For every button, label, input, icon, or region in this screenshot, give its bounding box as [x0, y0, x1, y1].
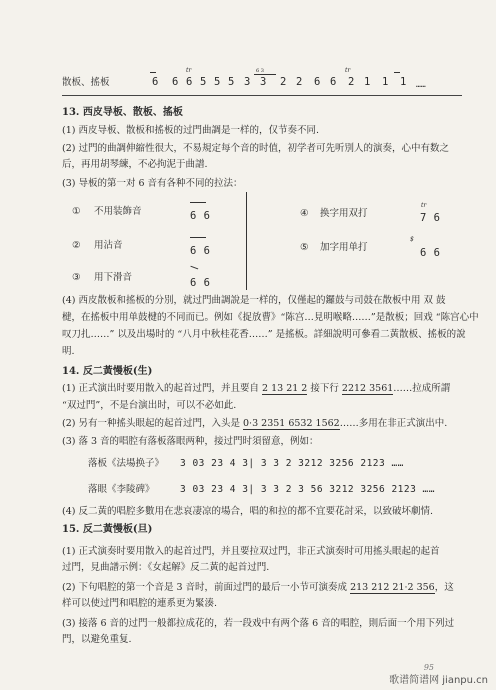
page-number: 95: [423, 663, 434, 672]
s14-p1b: “双过門”，不是台演出时，可以不必如此.: [62, 400, 237, 411]
s13-p1: (1) 西皮导板、散板和搖板的过門曲調是一样的，仅节奏不同.: [62, 125, 319, 136]
s15-p3a: (3) 接落 6 音的过門一般都拉成花的，若一段戏中有两个落 6 音的唱腔，則后面一个用下列过: [62, 618, 455, 629]
s14-p1a: (1) 正式演出时要用散入的起首过門，并且要自 2 13 21 2 接下行 2212 3561……拉成所謂: [62, 383, 451, 394]
s14-ex1-seq: 3 03 23 4 3| 3 3 2 3212 3256 2123 ……: [180, 458, 404, 469]
s15-p1b: 过門，見曲譜示例：《女起解》反二黃的起首过門.: [62, 562, 270, 573]
s13-p4b: 楗，在搖板中用单鼓楗的不同而已。例如《捉放曹》“陈宫…見明喉略……”是散板；回戏 “陈宫心中: [62, 312, 479, 323]
top-divider: [62, 95, 462, 96]
s13-p3: (3) 导板的第一对 6 音有各种不同的拉法：: [62, 178, 243, 189]
s14-p2: (2) 另有一种搖头眼起的起首过門，入头是 0·3 2351 6532 1562……多用在非正式演出中.: [62, 418, 448, 429]
s14-ex1-label: 落板《法場换子》: [88, 458, 165, 469]
s14-p3: (3) 落 3 音的唱腔有落板落眼两种，接过門时須留意，例如：: [62, 436, 319, 447]
s15-p2b: 样可以使过門和唱腔的連系更为緊湊.: [62, 598, 218, 609]
s13-p4d: 明.: [62, 346, 75, 357]
s13-p4c: 叹刀扎……” 以及出場时的 “八月中秋桂花香……” 是搖板。詳細說明可參看二黃散板、搖板的說: [62, 329, 466, 340]
s13-p2a: (2) 过門的曲調伸縮性很大，不易規定每个音的时值，初学者可先听別人的演奏，心中有数之: [62, 143, 449, 154]
s14-ex2-label: 落眼《李陵碑》: [88, 484, 155, 495]
s15-p1a: (1) 正式演奏时要用散入的起首过門，并且要拉双过門，非正式演奏时可用搖头眼起的起首: [62, 546, 440, 557]
s15-heading: 15. 反二黃慢板(旦): [62, 524, 153, 535]
watermark: 歌谱简谱网 jianpu.cn: [389, 675, 488, 686]
s13-p2b: 后，再用胡琴練，不必拘泥于曲譜.: [62, 159, 208, 170]
s14-heading: 14. 反二黃慢板(生): [62, 366, 153, 377]
s13-p4a: (4) 西皮散板和搖板的分別，就过門曲調說是一样的，仅僅起的鑼鼓与司鼓在散板中用 双 鼓: [62, 295, 446, 306]
s15-p3b: 門，以避免重复.: [62, 634, 132, 645]
s14-p4: (4) 反二黃的唱腔多數用在悲哀凄凉的場合，唱的和拉的都不宜要花討采，以致破坏劇情.: [62, 506, 433, 517]
s14-ex2-seq: 3 03 23 4 3| 3 3 2 3 56 3212 3256 2123 ……: [180, 484, 435, 495]
top-row-label: 散板、搖板: [62, 77, 110, 88]
s13-heading: 13. 西皮导板、散板、搖板: [62, 107, 183, 118]
s15-p2a: (2) 下句唱腔的第一个音是 3 音时，前面过門的最后一小节可演奏成 213 212 21·2 356，这: [62, 582, 454, 593]
